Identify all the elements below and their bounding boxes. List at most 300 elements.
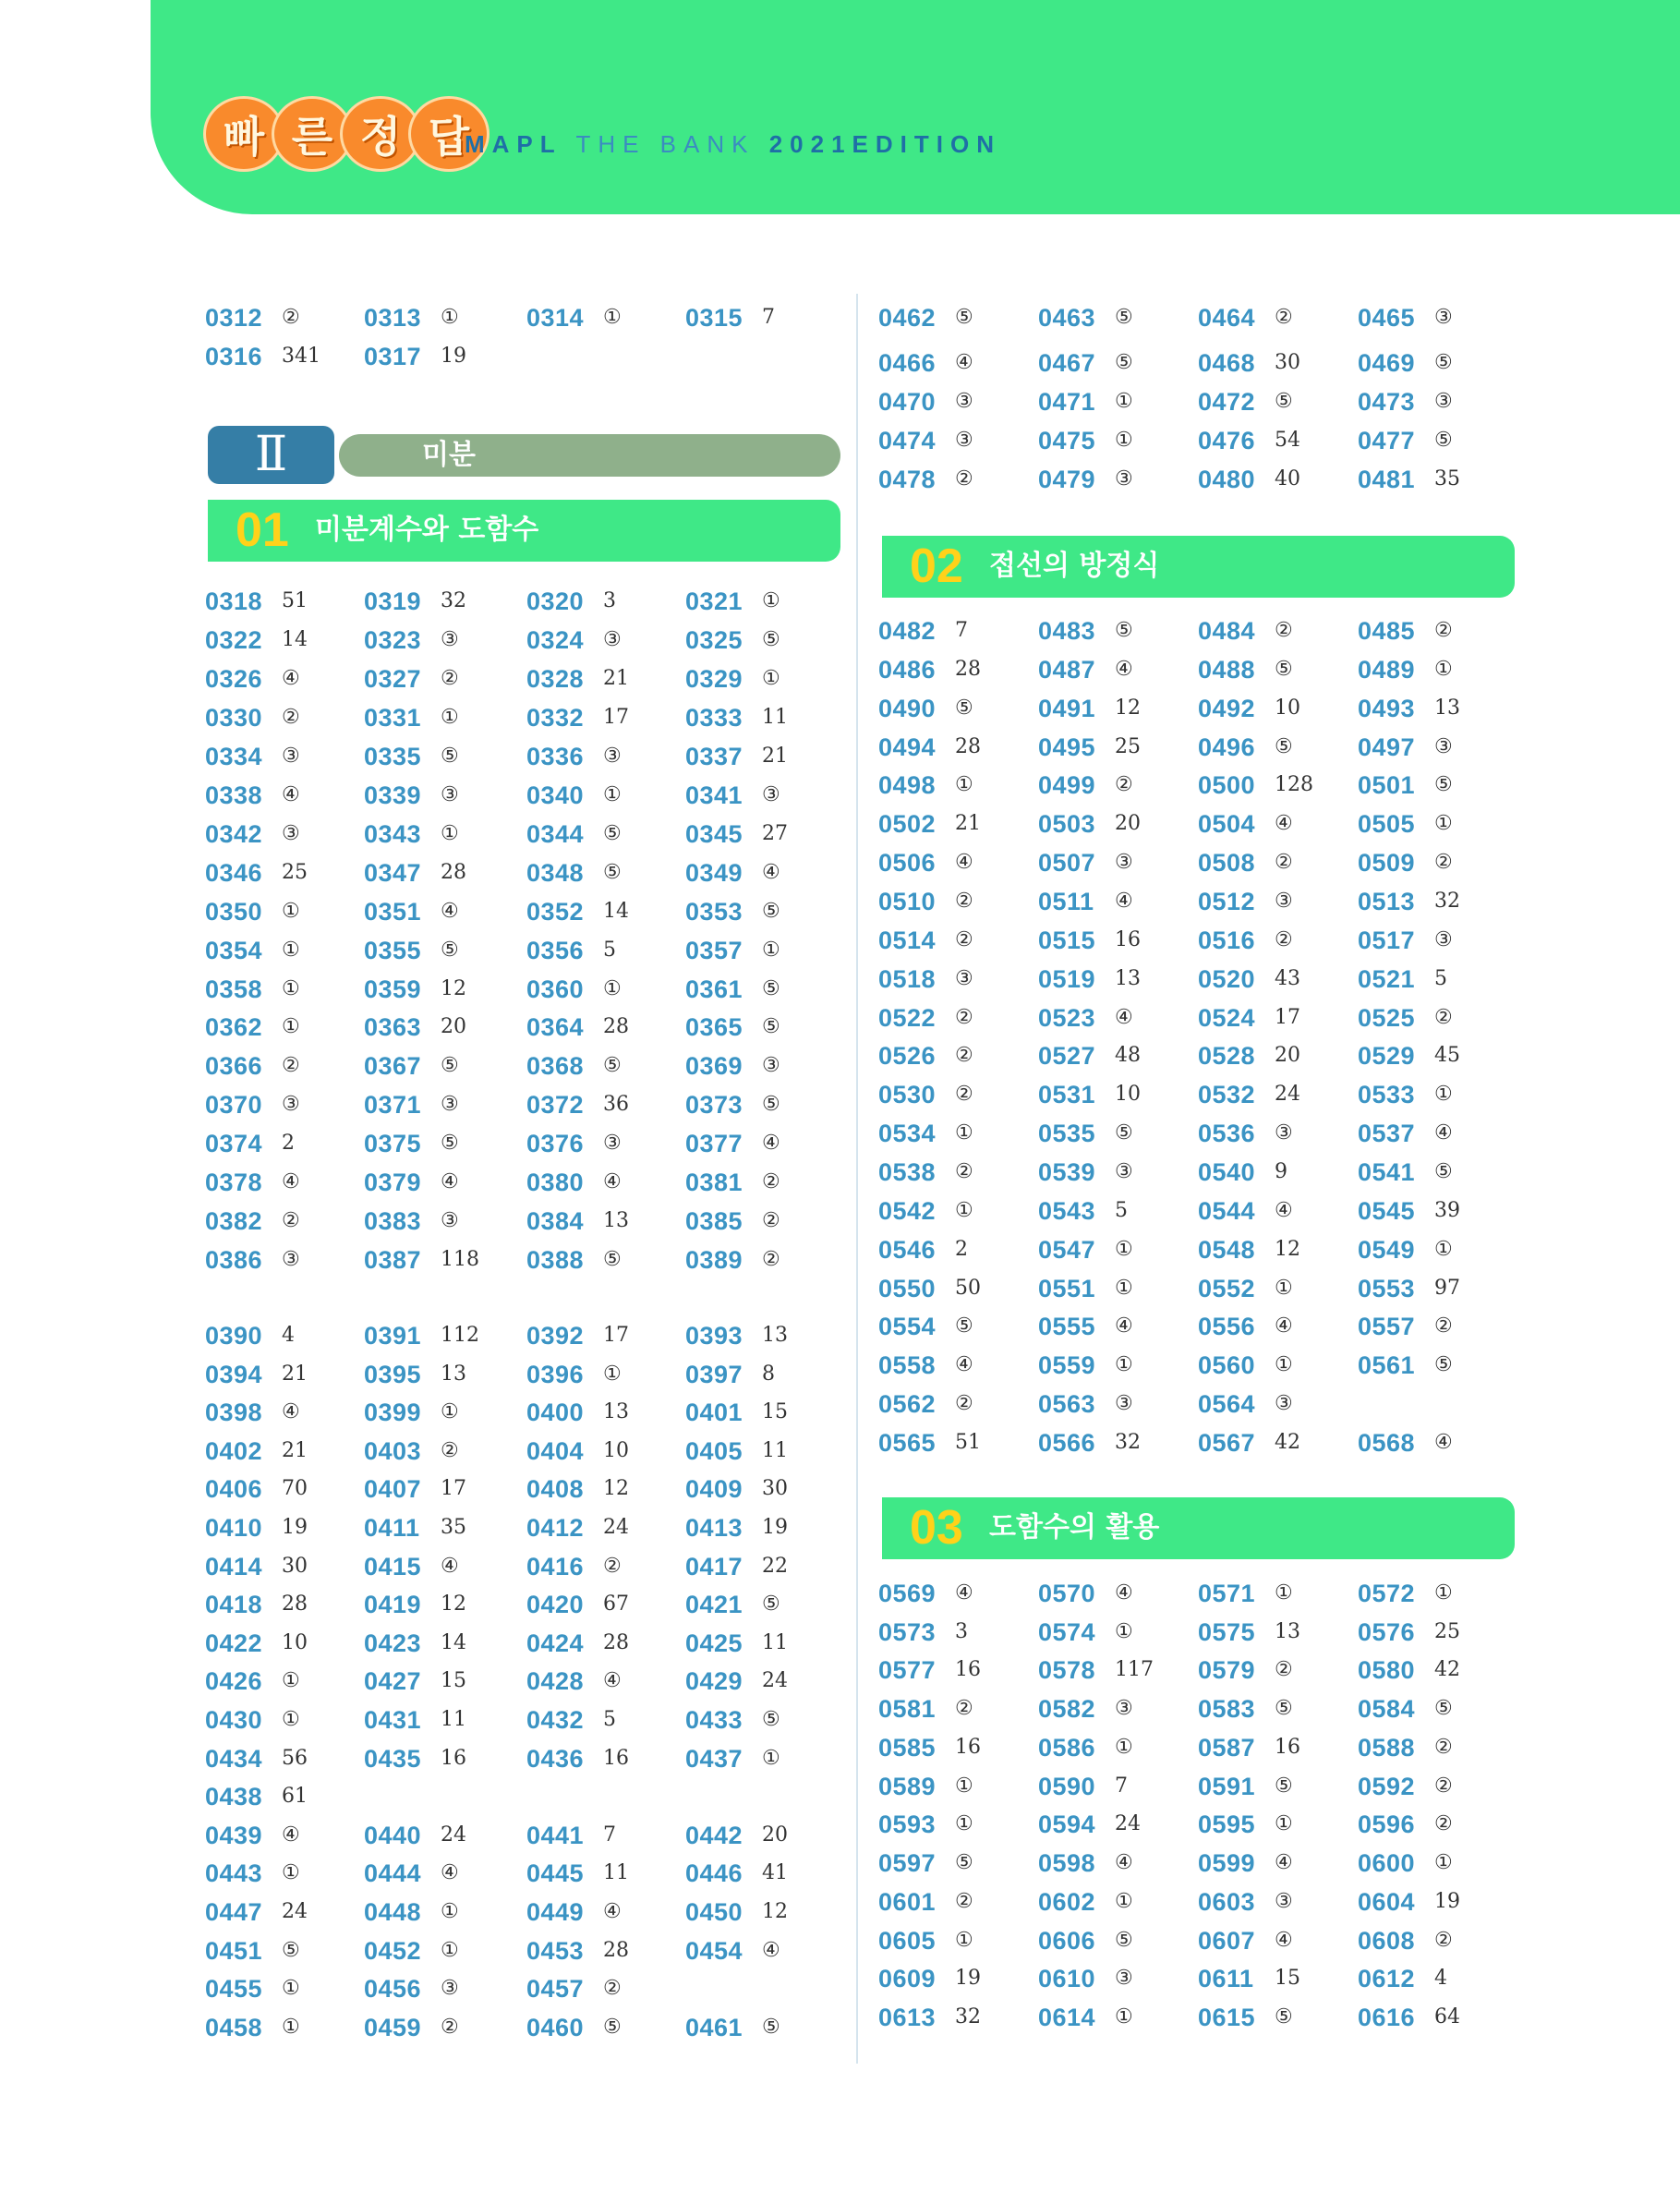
answer-item [878,771,973,800]
problem-number: 0597 [878,1849,937,1878]
problem-number: 0539 [1038,1158,1096,1187]
answer-value: 14 [603,899,629,923]
answer-item [205,1169,300,1197]
problem-number: 0584 [1358,1695,1416,1724]
answer-value: ④ [955,351,973,374]
answer-value: 25 [282,860,308,884]
answer-value: ⑤ [762,1708,780,1731]
answer-item [878,1429,981,1458]
answer-value: 21 [282,1438,308,1462]
answer-item [1358,1429,1453,1458]
answer-item [364,1091,459,1120]
problem-number: 0474 [878,427,937,454]
problem-number: 0545 [1358,1196,1416,1225]
problem-number: 0590 [1038,1772,1096,1800]
answer-item [685,1360,775,1388]
problem-number: 0475 [1038,427,1096,454]
answer-value: ① [955,1774,973,1798]
answer-value: 36 [603,1093,629,1117]
problem-number: 0541 [1358,1158,1416,1187]
problem-number: 0354 [205,936,263,964]
problem-number: 0575 [1198,1617,1256,1646]
answer-value: 30 [282,1554,308,1578]
answer-value: 12 [1275,1237,1300,1261]
answer-value: ④ [441,1170,459,1194]
problem-number: 0357 [685,936,743,964]
answer-value: ⑤ [1434,1697,1453,1721]
problem-number: 0318 [205,587,263,615]
answer-item [526,936,616,964]
problem-number: 0423 [364,1629,422,1657]
answer-item [526,897,629,926]
answer-value: 28 [955,734,981,758]
answer-item [1358,1965,1447,1993]
answer-value: 13 [441,1362,466,1386]
problem-number: 0574 [1038,1617,1096,1646]
answer-value: ① [955,1198,973,1222]
answer-value: 20 [1275,1044,1300,1068]
problem-number: 0488 [1198,655,1256,684]
answer-value: ② [1434,1812,1453,1836]
problem-number: 0367 [364,1052,422,1081]
answer-value: 117 [1115,1658,1154,1682]
answer-item [878,1695,973,1724]
answer-item [1038,349,1133,377]
problem-number: 0373 [685,1091,743,1120]
answer-item [205,1207,300,1236]
answer-value: ③ [441,1977,459,2001]
answer-item [205,1975,300,2004]
answer-item [364,1013,466,1042]
answer-item [364,1552,459,1580]
answer-value: ③ [441,1093,459,1117]
answer-value: ④ [441,899,459,923]
section-header-02 [882,536,1515,598]
answer-item [1358,1695,1453,1724]
answer-item [878,349,973,377]
problem-number: 0462 [878,304,937,332]
problem-number: 0482 [878,617,937,645]
problem-number: 0342 [205,819,263,848]
answer-value: 5 [603,938,616,962]
answer-item [526,1207,629,1236]
section-number: 01 [236,503,289,557]
answer-item [364,1052,459,1081]
problem-number: 0516 [1198,926,1256,954]
answer-value: 42 [1275,1431,1300,1455]
answer-item [685,1629,788,1657]
answer-item [526,1475,629,1504]
problem-number: 0382 [205,1207,263,1236]
answer-value: 16 [603,1746,629,1770]
problem-number: 0381 [685,1169,743,1197]
answer-value: ① [762,938,780,962]
answer-value: 35 [1434,467,1460,490]
answer-item [1038,427,1133,454]
answer-value: ① [441,1938,459,1962]
problem-number: 0432 [526,1706,585,1734]
answer-value: ③ [282,821,300,845]
answer-item [685,1246,780,1275]
answer-value: 41 [762,1861,788,1885]
problem-number: 0571 [1198,1580,1256,1607]
answer-value: ① [603,1362,622,1386]
answer-item [685,1436,788,1465]
answer-item [1358,1887,1460,1916]
answer-item [1358,1617,1460,1646]
answer-item [1358,1810,1453,1839]
answer-value: ④ [282,1170,300,1194]
problem-number: 0507 [1038,849,1096,878]
answer-item [364,1667,466,1696]
answer-value: 21 [955,812,981,836]
answer-item [1198,1042,1300,1071]
answer-item [685,1821,788,1849]
answer-item [205,703,300,732]
answer-item [1038,1926,1133,1955]
answer-value: ③ [441,627,459,651]
answer-value: ③ [1275,1121,1293,1145]
answer-value: 4 [1434,1967,1447,1991]
problem-number: 0519 [1038,964,1096,993]
problem-number: 0425 [685,1629,743,1657]
answer-value: ④ [1115,890,1133,914]
problem-number: 0550 [878,1274,937,1302]
problem-number: 0369 [685,1052,743,1081]
answer-value: ② [441,1438,459,1462]
answer-item [526,1744,629,1773]
problem-number: 0343 [364,819,422,848]
problem-number: 0485 [1358,617,1416,645]
answer-value: ① [282,976,300,1000]
answer-item [205,781,300,809]
problem-number: 0329 [685,664,743,693]
answer-value: ① [1115,1353,1133,1377]
answer-item [1038,1313,1133,1341]
answer-item [1038,655,1133,684]
answer-item [1038,1429,1141,1458]
answer-value: ⑤ [1115,306,1133,329]
problem-number: 0313 [364,304,422,332]
problem-number: 0473 [1358,388,1416,416]
problem-number: 0336 [526,742,585,770]
answer-item [205,304,300,332]
answer-value: ④ [603,1900,622,1923]
answer-value: 20 [441,1015,466,1039]
problem-number: 0330 [205,703,263,732]
answer-value: 28 [955,657,981,681]
answer-value: ⑤ [1115,619,1133,642]
answer-item [364,1821,466,1849]
answer-item [685,664,780,693]
answer-value: ④ [1275,1928,1293,1952]
answer-item [878,1733,981,1762]
answer-item [878,1887,973,1916]
answer-item [1038,1158,1133,1187]
problem-number: 0404 [526,1436,585,1465]
answer-value: 17 [1275,1005,1300,1029]
answer-value: ② [955,1005,973,1029]
answer-value: 13 [1434,696,1460,720]
problem-number: 0518 [878,964,937,993]
problem-number: 0316 [205,343,263,370]
answer-item [526,1052,622,1081]
answer-value: ③ [1115,851,1133,875]
answer-item [878,1158,973,1187]
answer-item [526,1936,629,1965]
answer-value: ④ [603,1669,622,1693]
problem-number: 0554 [878,1313,937,1341]
answer-item [1358,733,1453,761]
answer-item [364,819,459,848]
answer-item [878,1580,973,1607]
answer-value: ① [441,1900,459,1923]
answer-item [878,888,973,916]
answer-item [1358,964,1447,993]
answer-item [364,587,466,615]
answer-item [1358,1196,1460,1225]
problem-number: 0340 [526,781,585,809]
section-number: 03 [910,1501,963,1555]
problem-number: 0535 [1038,1120,1096,1148]
answer-value: ① [603,976,622,1000]
answer-value: 5 [1434,966,1447,990]
answer-value: 14 [282,627,308,651]
answer-value: ① [1275,1581,1293,1605]
answer-value: ④ [1115,1005,1133,1029]
answer-item [205,587,308,615]
problem-number: 0579 [1198,1656,1256,1685]
answer-value: ② [1275,1658,1293,1682]
answer-item [685,781,780,809]
problem-number: 0495 [1038,733,1096,761]
answer-value: ⑤ [762,1093,780,1117]
problem-number: 0520 [1198,964,1256,993]
answer-item [364,1130,459,1158]
problem-number: 0339 [364,781,422,809]
answer-value: ③ [1115,1160,1133,1184]
problem-number: 0414 [205,1552,263,1580]
answer-value: 17 [603,1324,629,1347]
answer-item [1198,1390,1293,1419]
answer-item [878,733,981,761]
answer-item [878,304,973,332]
answer-item [1198,1849,1293,1878]
problem-number: 0440 [364,1821,422,1849]
answer-item [205,1091,300,1120]
answer-item [1038,1617,1133,1646]
problem-number: 0526 [878,1042,937,1071]
problem-number: 0609 [878,1965,937,1993]
answer-item [685,975,780,1003]
answer-item [1038,1887,1133,1916]
problem-number: 0508 [1198,849,1256,878]
answer-item [685,304,775,332]
problem-number: 0427 [364,1667,422,1696]
problem-number: 0407 [364,1475,422,1504]
problem-number: 0437 [685,1744,743,1773]
answer-value: 11 [762,705,788,729]
problem-number: 0505 [1358,810,1416,839]
answer-value: ③ [955,429,973,452]
problem-number: 0605 [878,1926,937,1955]
answer-value: 24 [441,1823,466,1847]
answer-item [1198,1158,1287,1187]
problem-number: 0560 [1198,1351,1256,1380]
answer-item [1038,617,1133,645]
answer-item [878,1926,973,1955]
problem-number: 0392 [526,1322,585,1350]
problem-number: 0493 [1358,694,1416,722]
answer-item [878,1772,973,1800]
problem-number: 0334 [205,742,263,770]
answer-item [364,664,459,693]
answer-item [1358,1580,1453,1607]
problem-number: 0592 [1358,1772,1416,1800]
answer-value: 28 [441,860,466,884]
problem-number: 0599 [1198,1849,1256,1878]
problem-number: 0602 [1038,1887,1096,1916]
problem-number: 0399 [364,1399,422,1427]
problem-number: 0476 [1198,427,1256,454]
answer-item [205,664,300,693]
answer-item [1038,466,1133,493]
answer-item [364,1706,466,1734]
answer-value: 28 [603,1938,629,1962]
problem-number: 0471 [1038,388,1096,416]
answer-value: ③ [762,782,780,806]
problem-number: 0527 [1038,1042,1096,1071]
problem-number: 0457 [526,1975,585,2004]
problem-number: 0492 [1198,694,1256,722]
problem-number: 0360 [526,975,585,1003]
answer-item [364,625,459,654]
answer-value: 12 [441,1592,466,1617]
answer-item [1038,888,1133,916]
problem-number: 0594 [1038,1810,1096,1839]
answer-item [205,1322,295,1350]
answer-value: ⑤ [762,2015,780,2039]
answer-item [364,703,459,732]
answer-value: ② [762,1170,780,1194]
problem-number: 0353 [685,897,743,926]
answer-value: 43 [1275,966,1300,990]
chapter-header [208,426,840,484]
answer-value: ② [955,890,973,914]
problem-number: 0496 [1198,733,1256,761]
answer-value: ③ [955,390,973,413]
problem-number: 0484 [1198,617,1256,645]
answer-value: 35 [441,1516,466,1539]
answer-value: ② [1434,1314,1453,1338]
problem-number: 0411 [364,1514,420,1542]
problem-number: 0449 [526,1898,585,1926]
answer-item [1358,888,1460,916]
problem-number: 0320 [526,587,585,615]
answer-item [1038,964,1141,993]
answer-item [1198,964,1300,993]
chapter-title: 미분 [339,434,840,477]
problem-number: 0393 [685,1322,743,1350]
answer-item [526,819,622,848]
problem-number: 0429 [685,1667,743,1696]
answer-value: 10 [1115,1083,1141,1107]
answer-value: ① [955,1121,973,1145]
problem-number: 0359 [364,975,422,1003]
answer-item [1038,1580,1133,1607]
answer-value: 32 [955,2005,981,2029]
answer-item [205,1552,308,1580]
answer-value: 24 [282,1900,308,1923]
problem-number: 0480 [1198,466,1256,493]
problem-number: 0551 [1038,1274,1096,1302]
problem-number: 0530 [878,1081,937,1109]
answer-item [526,703,629,732]
problem-number: 0387 [364,1246,422,1275]
problem-number: 0567 [1198,1429,1256,1458]
answer-item [685,1399,788,1427]
answer-item [1198,1617,1300,1646]
problem-number: 0538 [878,1158,937,1187]
answer-value: 12 [441,976,466,1000]
answer-value: ② [1434,1005,1453,1029]
answer-item [526,1169,622,1197]
problem-number: 0341 [685,781,743,809]
problem-number: 0332 [526,703,585,732]
answer-value: ⑤ [762,1592,780,1617]
problem-number: 0566 [1038,1429,1096,1458]
answer-item [1358,1313,1453,1341]
answer-value: ① [762,589,780,612]
answer-item [205,1475,308,1504]
problem-number: 0368 [526,1052,585,1081]
section-title: 미분계수와 도함수 [315,514,539,546]
problem-number: 0544 [1198,1196,1256,1225]
answer-item [1358,617,1453,645]
answer-value: 32 [1115,1431,1141,1455]
problem-number: 0312 [205,304,263,332]
answer-value: ① [955,1812,973,1836]
answer-item [1038,1772,1128,1800]
answer-value: ③ [1434,390,1453,413]
answer-item [526,625,622,654]
problem-number: 0552 [1198,1274,1256,1302]
answer-value: ⑤ [1115,1928,1133,1952]
answer-item [1358,1733,1453,1762]
problem-number: 0403 [364,1436,422,1465]
answer-value: 50 [955,1276,981,1300]
answer-item [685,1052,780,1081]
answer-item [685,2013,780,2041]
answer-value: ⑤ [1434,1160,1453,1184]
problem-number: 0558 [878,1351,937,1380]
answer-item [1198,1351,1293,1380]
problem-number: 0580 [1358,1656,1416,1685]
problem-number: 0613 [878,2004,937,2032]
problem-number: 0420 [526,1591,585,1619]
answer-value: ② [1275,619,1293,642]
answer-value: ① [441,1400,459,1424]
answer-value: 25 [1115,734,1141,758]
problem-number: 0612 [1358,1965,1416,1993]
answer-value: ② [282,1209,300,1233]
problem-number: 0547 [1038,1235,1096,1264]
answer-item [878,1120,973,1148]
problem-number: 0400 [526,1399,585,1427]
answer-item [364,1436,459,1465]
problem-number: 0542 [878,1196,937,1225]
answer-item [1038,1965,1133,1993]
